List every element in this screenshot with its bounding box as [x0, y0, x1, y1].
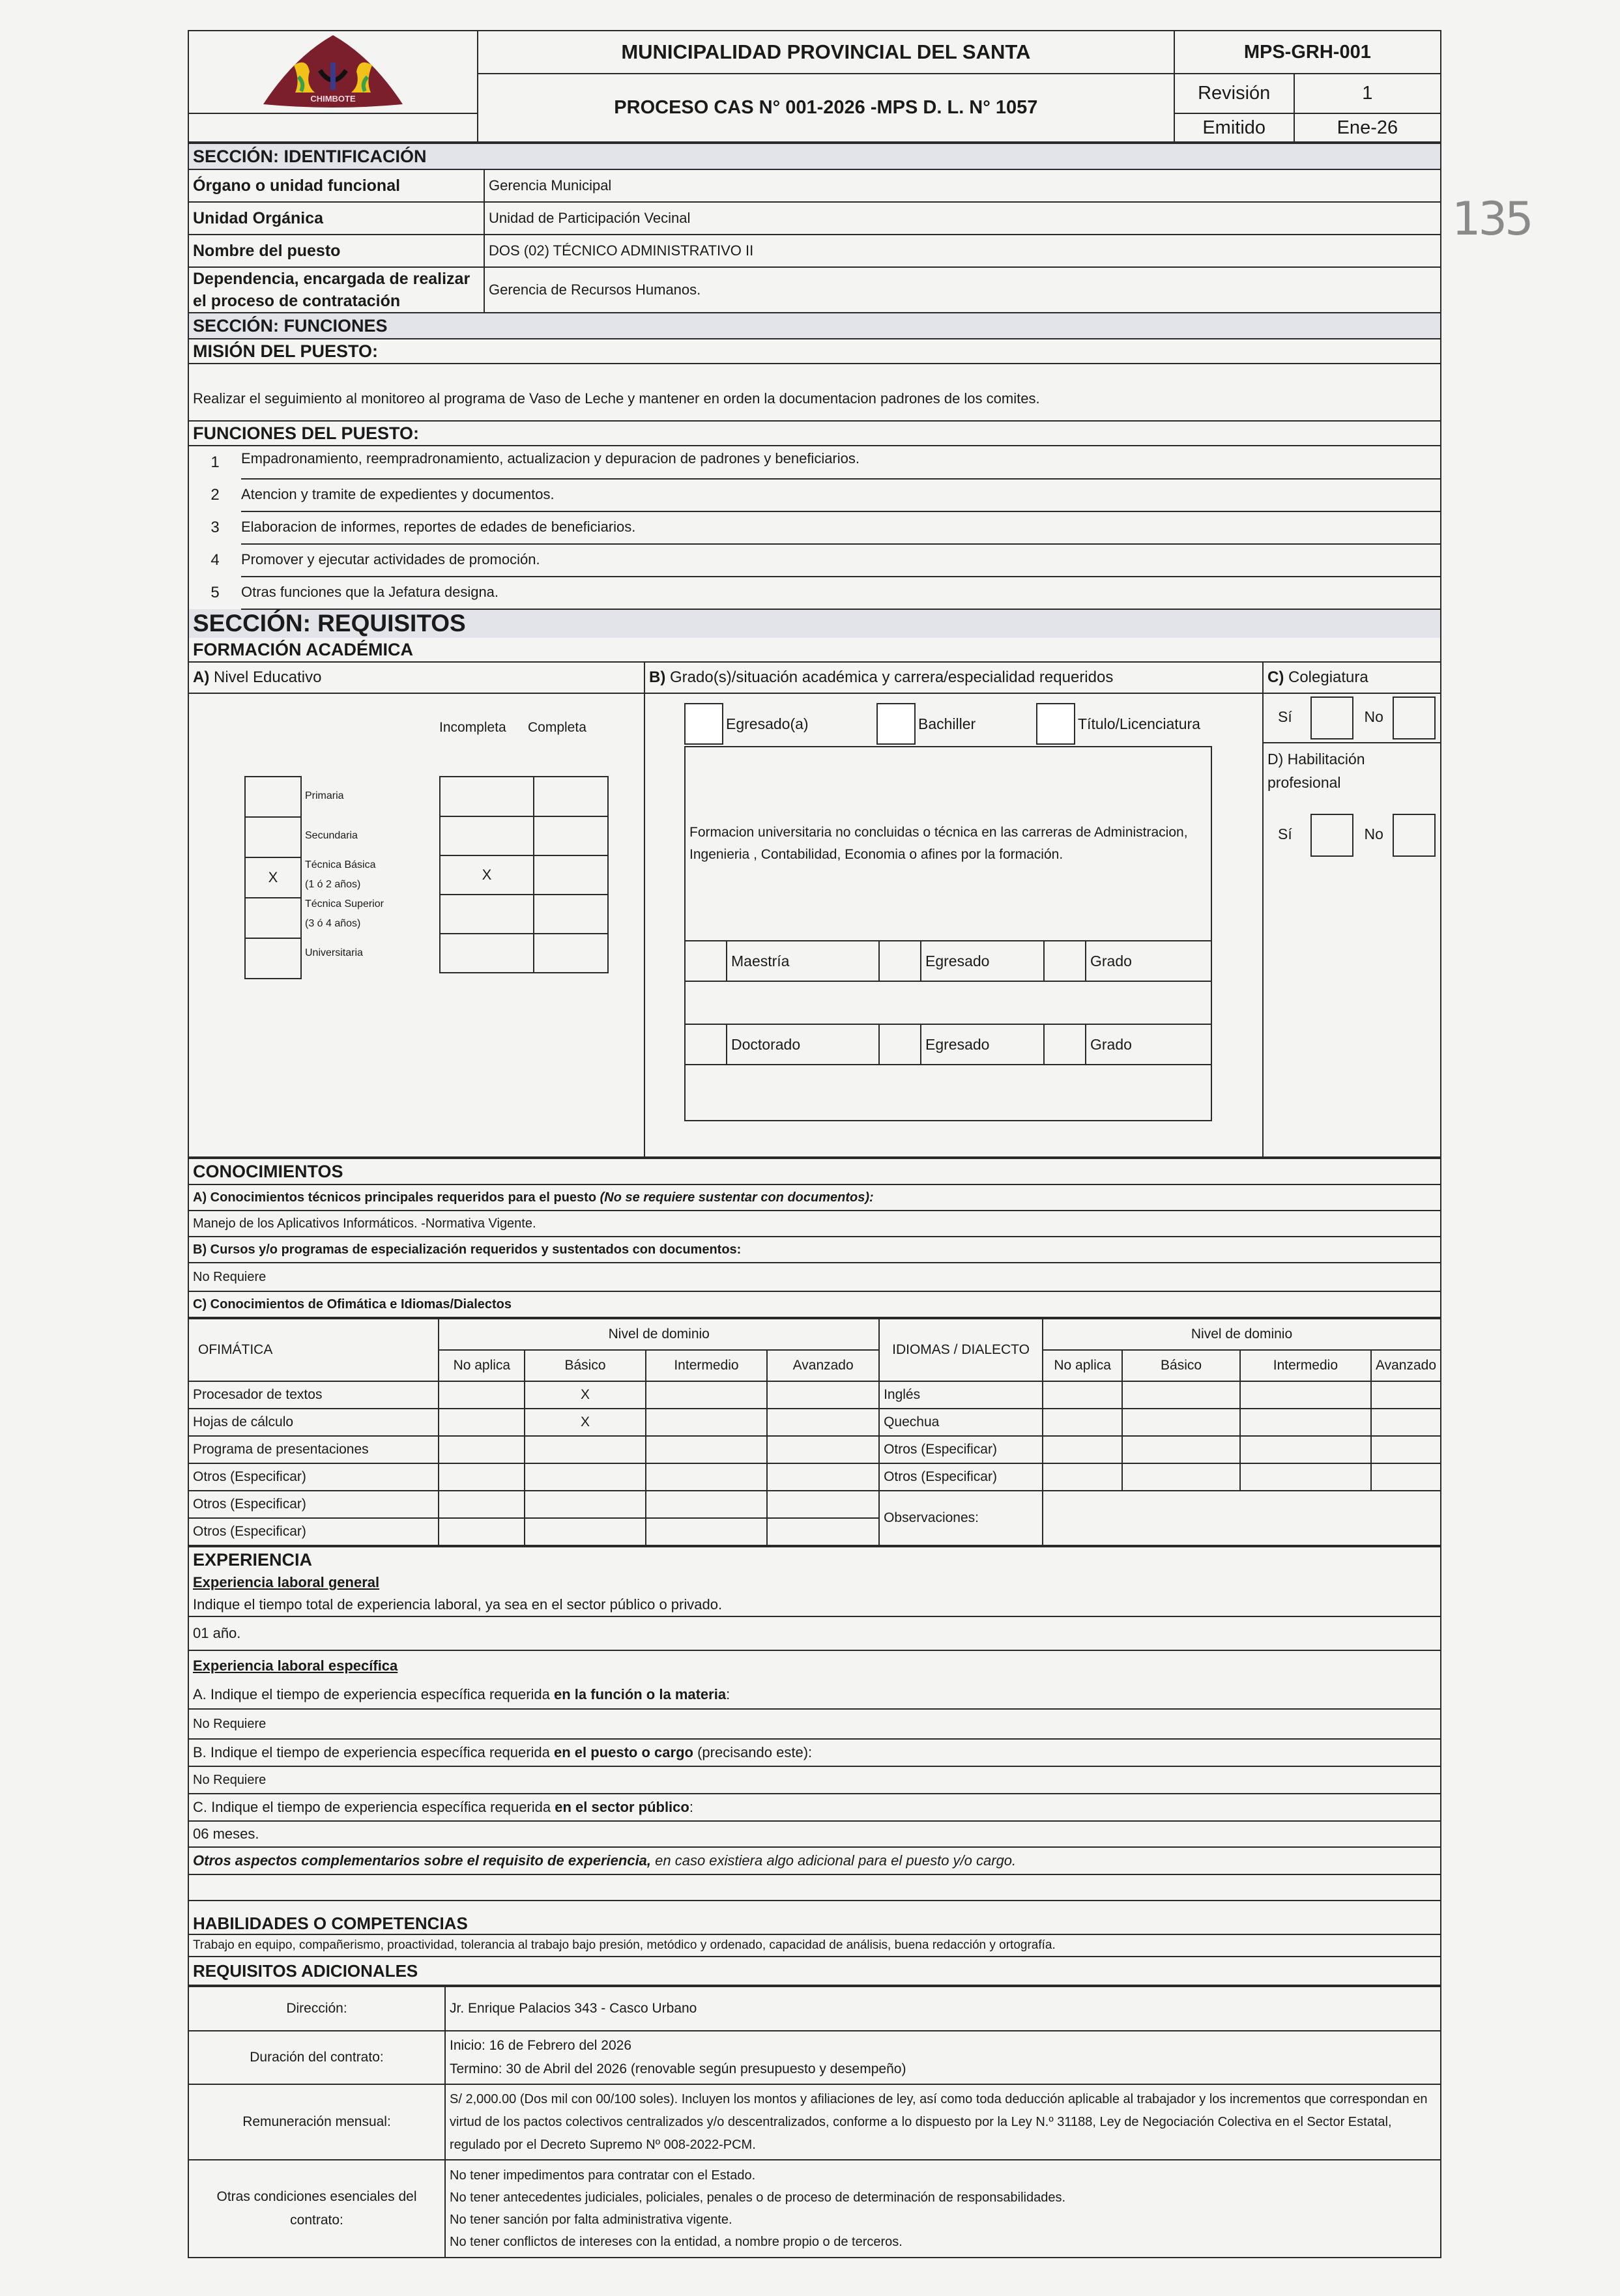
level-cell[interactable]	[439, 1409, 525, 1436]
chimbote-logo-icon	[258, 31, 408, 109]
field-value-organo: Gerencia Municipal	[484, 169, 1441, 202]
level-cell[interactable]	[525, 1491, 645, 1518]
specific-experience-b-value: No Requiere	[188, 1766, 1441, 1794]
revision-label: Revisión	[1174, 74, 1294, 113]
section-title-functions: SECCIÓN: FUNCIONES	[188, 313, 1441, 339]
habilitacion-si-checkbox[interactable]	[1310, 814, 1353, 857]
level-cell[interactable]	[1122, 1436, 1240, 1463]
level-checkbox[interactable]: X	[244, 858, 302, 898]
completion-grid	[439, 776, 609, 973]
idioma-item: Quechua	[879, 1409, 1043, 1436]
function-number: 4	[210, 551, 220, 569]
level-cell[interactable]	[1240, 1409, 1371, 1436]
specific-experience-b-question: B. Indique el tiempo de experiencia específica requerida en el puesto o cargo (precisando este):	[188, 1739, 1441, 1766]
incompleta-cell[interactable]	[440, 777, 534, 816]
egresado-checkbox[interactable]	[684, 703, 723, 745]
habilitacion-title: D) Habilitación profesional	[1267, 751, 1365, 791]
field-label: Unidad Orgánica	[188, 202, 484, 235]
incompleta-cell[interactable]	[440, 816, 534, 855]
function-item	[189, 511, 1440, 544]
function-text: Otras funciones que la Jefatura designa.	[241, 576, 1440, 610]
titulo-checkbox[interactable]	[1036, 703, 1075, 745]
general-experience-question: Indique el tiempo total de experiencia laboral, ya sea en el sector público o privado.	[193, 1596, 723, 1613]
ofimatica-item: Otros (Especificar)	[188, 1491, 439, 1518]
level-cell[interactable]	[646, 1491, 768, 1518]
experience-header	[188, 1547, 1441, 1616]
logo-cell	[188, 31, 478, 113]
completa-cell[interactable]	[534, 855, 608, 895]
contract-duration-label: Duración del contrato:	[188, 2031, 445, 2084]
other-experience-value[interactable]	[188, 1874, 1441, 1901]
level-col-header: Avanzado	[767, 1350, 879, 1381]
academic-training-table	[188, 661, 1441, 1158]
functions-list	[188, 446, 1441, 609]
degree-panel	[644, 693, 1263, 1157]
institution-name: MUNICIPALIDAD PROVINCIAL DEL SANTA	[478, 31, 1174, 74]
logo-spacer	[188, 113, 478, 142]
level-cell[interactable]	[1371, 1381, 1441, 1409]
idioma-item: Inglés	[879, 1381, 1043, 1409]
colegiatura-no-checkbox[interactable]	[1393, 696, 1436, 739]
level-label: Técnica Básica (1 ó 2 años)	[305, 859, 376, 890]
level-cell[interactable]	[646, 1436, 768, 1463]
career-description: Formacion universitaria no concluidas o técnica en las carreras de Administracion, Ingenieria , Contabilidad, Economia o afines por la formación.	[684, 746, 1212, 941]
level-col-header: Básico	[525, 1350, 645, 1381]
idioma-item: Otros (Especificar)	[879, 1463, 1043, 1491]
handwritten-page-number: 135	[1452, 192, 1531, 246]
specific-experience-a-value: No Requiere	[188, 1709, 1441, 1739]
address-label: Dirección:	[188, 1987, 445, 2031]
level-cell[interactable]	[1240, 1436, 1371, 1463]
habilitacion-options: Sí No	[1267, 814, 1436, 857]
experience-section	[188, 1546, 1441, 1986]
document-code: MPS-GRH-001	[1174, 31, 1441, 74]
identification-section	[188, 143, 1441, 446]
level-cell[interactable]	[1240, 1463, 1371, 1491]
level-checkbox[interactable]	[244, 898, 302, 939]
process-title: PROCESO CAS N° 001-2026 -MPS D. L. N° 1057	[478, 74, 1174, 142]
other-conditions-list	[445, 2160, 1441, 2258]
maestria-grado-checkbox[interactable]	[1044, 941, 1086, 981]
salary-label: Remuneración mensual:	[188, 2084, 445, 2160]
bachiller-checkbox[interactable]	[876, 703, 916, 745]
knowledge-section	[188, 1158, 1441, 1318]
habilitacion-no-checkbox[interactable]	[1393, 814, 1436, 857]
level-cell[interactable]	[525, 1463, 645, 1491]
postgraduate-table	[684, 940, 1212, 1121]
level-cell[interactable]	[767, 1381, 879, 1409]
skills-title: HABILIDADES O COMPETENCIAS	[188, 1901, 1441, 1934]
level-checkbox[interactable]	[244, 776, 302, 818]
level-cell[interactable]	[1043, 1409, 1122, 1436]
other-experience-aspects: Otros aspectos complementarios sobre el requisito de experiencia, en caso existiera algo adicional para el puesto y/o cargo.	[188, 1847, 1441, 1874]
function-text: Elaboracion de informes, reportes de edades de beneficiarios.	[241, 511, 1440, 545]
level-cell[interactable]	[525, 1518, 645, 1545]
level-cell[interactable]	[767, 1518, 879, 1545]
level-label: Primaria	[305, 790, 344, 801]
maestria-detail[interactable]	[685, 981, 1211, 1024]
habilitacion-panel	[1263, 743, 1441, 1157]
level-cell[interactable]	[767, 1436, 879, 1463]
completa-cell[interactable]	[534, 895, 608, 934]
doctorado-grado-checkbox[interactable]	[1044, 1024, 1086, 1065]
doctorado-label: Doctorado	[727, 1024, 879, 1065]
ofimatica-header: OFIMÁTICA	[188, 1319, 439, 1381]
idioma-item: Otros (Especificar)	[879, 1436, 1043, 1463]
colegiatura-options: Sí No	[1263, 693, 1441, 743]
general-experience-title: Experiencia laboral general	[193, 1574, 380, 1590]
document-header	[188, 30, 1441, 143]
level-cell[interactable]	[767, 1491, 879, 1518]
maestria-egresado-checkbox[interactable]	[879, 941, 921, 981]
level-cell[interactable]	[646, 1409, 768, 1436]
function-item	[189, 544, 1440, 577]
address-value: Jr. Enrique Palacios 343 - Casco Urbano	[445, 1987, 1441, 2031]
cas-form	[188, 30, 1441, 2258]
level-cell[interactable]	[1043, 1381, 1122, 1409]
degree-option-titulo[interactable]: Título/Licenciatura	[1036, 703, 1200, 745]
level-cell[interactable]	[439, 1518, 525, 1545]
incompleta-cell[interactable]: X	[440, 855, 534, 895]
level-cell[interactable]	[525, 1436, 645, 1463]
level-cell[interactable]	[646, 1463, 768, 1491]
experience-title: EXPERIENCIA	[193, 1550, 313, 1570]
level-cell[interactable]	[1371, 1436, 1441, 1463]
level-label: Secundaria	[305, 830, 358, 841]
postgrado-row-doctorado	[685, 1024, 1211, 1065]
specific-experience-c-question: C. Indique el tiempo de experiencia específica requerida en el sector público:	[188, 1794, 1441, 1821]
egresado-label: Egresado	[921, 941, 1044, 981]
level-cell[interactable]	[439, 1491, 525, 1518]
col-completa: Completa	[528, 720, 586, 735]
condition-item: No tener conflictos de intereses con la entidad, a nombre propio o de terceros.	[450, 2235, 903, 2249]
doctorado-checkbox[interactable]	[685, 1024, 727, 1065]
additional-requirements-title: REQUISITOS ADICIONALES	[188, 1957, 1441, 1985]
incompleta-cell[interactable]	[440, 934, 534, 973]
degree-option-egresado[interactable]: Egresado(a)	[684, 703, 809, 745]
other-conditions-label: Otras condiciones esenciales del contrato:	[188, 2160, 445, 2258]
ofimatica-item: Hojas de cálculo	[188, 1409, 439, 1436]
mission-title: MISIÓN DEL PUESTO:	[188, 339, 1441, 364]
level-cell[interactable]: X	[525, 1381, 645, 1409]
level-col-header: No aplica	[1043, 1350, 1122, 1381]
specific-experience-c-value: 06 meses.	[188, 1821, 1441, 1847]
condition-item: No tener antecedentes judiciales, policiales, penales o de proceso de determinación de responsabilidades.	[450, 2190, 1066, 2205]
field-value-puesto: DOS (02) TÉCNICO ADMINISTRATIVO II	[484, 235, 1441, 267]
colegiatura-si-checkbox[interactable]	[1310, 696, 1353, 739]
level-cell[interactable]	[439, 1463, 525, 1491]
level-cell[interactable]	[646, 1381, 768, 1409]
level-cell[interactable]: X	[525, 1409, 645, 1436]
additional-requirements-table	[188, 1986, 1441, 2258]
colegiatura-header: C) Colegiatura	[1263, 662, 1441, 693]
knowledge-c-title: C) Conocimientos de Ofimática e Idiomas/Dialectos	[188, 1291, 1441, 1317]
contract-end: Termino: 30 de Abril del 2026 (renovable según presupuesto y desempeño)	[450, 2061, 906, 2076]
function-item	[189, 479, 1440, 511]
field-label: Dependencia, encargada de realizar el proceso de contratación	[188, 267, 484, 313]
idiomas-level-header: Nivel de dominio	[1043, 1319, 1441, 1350]
issued-label: Emitido	[1174, 113, 1294, 142]
field-label: Órgano o unidad funcional	[188, 169, 484, 202]
contract-duration-value	[445, 2031, 1441, 2084]
level-col-header: Avanzado	[1371, 1350, 1441, 1381]
level-cell[interactable]	[646, 1518, 768, 1545]
level-checkbox-column	[244, 776, 302, 979]
field-value-unidad: Unidad de Participación Vecinal	[484, 202, 1441, 235]
academic-training-title: FORMACIÓN ACADÉMICA	[188, 638, 1441, 661]
level-col-header: No aplica	[439, 1350, 525, 1381]
skills-language-table	[188, 1318, 1441, 1546]
functions-title: FUNCIONES DEL PUESTO:	[188, 421, 1441, 446]
specific-experience-a-question: A. Indique el tiempo de experiencia específica requerida en la función o la materia:	[193, 1686, 730, 1702]
function-text: Empadronamiento, reempradronamiento, actualizacion y depuracion de padrones y beneficiarios.	[241, 446, 1440, 480]
knowledge-a-value: Manejo de los Aplicativos Informáticos. -Normativa Vigente.	[188, 1211, 1441, 1237]
specific-experience-header	[188, 1650, 1441, 1709]
idiomas-header: IDIOMAS / DIALECTO	[879, 1319, 1043, 1381]
grado-label: Grado	[1086, 1024, 1211, 1065]
ofimatica-item: Programa de presentaciones	[188, 1436, 439, 1463]
knowledge-b-value: No Requiere	[188, 1263, 1441, 1291]
level-cell[interactable]	[1240, 1381, 1371, 1409]
level-cell[interactable]	[1371, 1463, 1441, 1491]
degree-header: B) Grado(s)/situación académica y carrera/especialidad requeridos	[644, 662, 1263, 693]
specific-experience-title: Experiencia laboral específica	[193, 1657, 398, 1674]
observaciones-field[interactable]	[1043, 1491, 1441, 1545]
level-cell[interactable]	[439, 1381, 525, 1409]
field-value-dependencia: Gerencia de Recursos Humanos.	[484, 267, 1441, 313]
completa-cell[interactable]	[534, 816, 608, 855]
field-label: Nombre del puesto	[188, 235, 484, 267]
section-title-requirements: SECCIÓN: REQUISITOS	[188, 609, 1441, 638]
level-col-header: Intermedio	[1240, 1350, 1371, 1381]
function-number: 5	[210, 584, 220, 601]
function-number: 3	[210, 519, 220, 536]
education-level-panel	[188, 693, 644, 1157]
function-item	[189, 577, 1440, 609]
level-label: Técnica Superior (3 ó 4 años)	[305, 898, 384, 929]
level-col-header: Intermedio	[646, 1350, 768, 1381]
ofimatica-item: Procesador de textos	[188, 1381, 439, 1409]
ofimatica-item: Otros (Especificar)	[188, 1463, 439, 1491]
section-title-identification: SECCIÓN: IDENTIFICACIÓN	[188, 143, 1441, 169]
level-cell[interactable]	[1371, 1409, 1441, 1436]
revision-value: 1	[1294, 74, 1441, 113]
contract-start: Inicio: 16 de Febrero del 2026	[450, 2038, 632, 2053]
knowledge-title: CONOCIMIENTOS	[188, 1158, 1441, 1184]
function-text: Atencion y tramite de expedientes y documentos.	[241, 478, 1440, 512]
level-col-header: Básico	[1122, 1350, 1240, 1381]
level-cell[interactable]	[767, 1463, 879, 1491]
level-label: Universitaria	[305, 947, 363, 958]
completa-cell[interactable]	[534, 934, 608, 973]
level-cell[interactable]	[1122, 1409, 1240, 1436]
degree-option-bachiller[interactable]: Bachiller	[876, 703, 976, 745]
egresado-label: Egresado	[921, 1024, 1044, 1065]
condition-item: No tener impedimentos para contratar con el Estado.	[450, 2168, 756, 2183]
ofimatica-item: Otros (Especificar)	[188, 1518, 439, 1545]
level-cell[interactable]	[767, 1409, 879, 1436]
function-number: 1	[210, 453, 220, 471]
doctorado-egresado-checkbox[interactable]	[879, 1024, 921, 1065]
level-cell[interactable]	[1122, 1463, 1240, 1491]
level-checkbox[interactable]	[244, 818, 302, 858]
issued-value: Ene-26	[1294, 113, 1441, 142]
grado-label: Grado	[1086, 941, 1211, 981]
level-cell[interactable]	[1043, 1436, 1122, 1463]
level-cell[interactable]	[1122, 1381, 1240, 1409]
knowledge-b-title: B) Cursos y/o programas de especialización requeridos y sustentados con documentos:	[188, 1237, 1441, 1263]
level-cell[interactable]	[1043, 1463, 1122, 1491]
education-level-header: A) Nivel Educativo	[188, 662, 644, 693]
condition-item: No tener sanción por falta administrativa vigente.	[450, 2213, 732, 2227]
postgrado-row-maestria	[685, 941, 1211, 981]
observaciones-label: Observaciones:	[879, 1491, 1043, 1545]
col-incompleta: Incompleta	[439, 720, 506, 735]
mission-text: Realizar el seguimiento al monitoreo al programa de Vaso de Leche y mantener en orden la documentacion padrones de los comites.	[188, 364, 1441, 421]
function-number: 2	[210, 486, 220, 504]
general-experience-value: 01 año.	[188, 1616, 1441, 1650]
salary-value: S/ 2,000.00 (Dos mil con 00/100 soles). Incluyen los montos y afiliaciones de ley, así como toda deducción aplicable al trabajador y los incrementos que correspondan en virtud de los pactos colectivos centralizados y/o descentralizados, conforme a lo dispuesto por la Ley N.º 31188, Ley de Negociación Colectiva en el Sector Estatal, regulado por el Decreto Supremo Nº 008-2022-PCM.	[445, 2084, 1441, 2160]
knowledge-a-title: A) Conocimientos técnicos principales requeridos para el puesto (No se requiere sustentar con documentos):	[188, 1184, 1441, 1211]
maestria-label: Maestría	[727, 941, 879, 981]
level-cell[interactable]	[439, 1436, 525, 1463]
completa-cell[interactable]	[534, 777, 608, 816]
doctorado-detail[interactable]	[685, 1065, 1211, 1121]
maestria-checkbox[interactable]	[685, 941, 727, 981]
function-item	[189, 446, 1440, 479]
svg-text:CHIMBOTE: CHIMBOTE	[310, 94, 356, 104]
function-text: Promover y ejecutar actividades de promoción.	[241, 543, 1440, 577]
level-checkbox[interactable]	[244, 939, 302, 979]
skills-value: Trabajo en equipo, compañerismo, proactividad, tolerancia al trabajo bajo presión, metódico y ordenado, capacidad de análisis, buena redacción y ortografía.	[188, 1934, 1441, 1957]
level-labels	[305, 776, 384, 973]
incompleta-cell[interactable]	[440, 895, 534, 934]
ofimatica-level-header: Nivel de dominio	[439, 1319, 879, 1350]
